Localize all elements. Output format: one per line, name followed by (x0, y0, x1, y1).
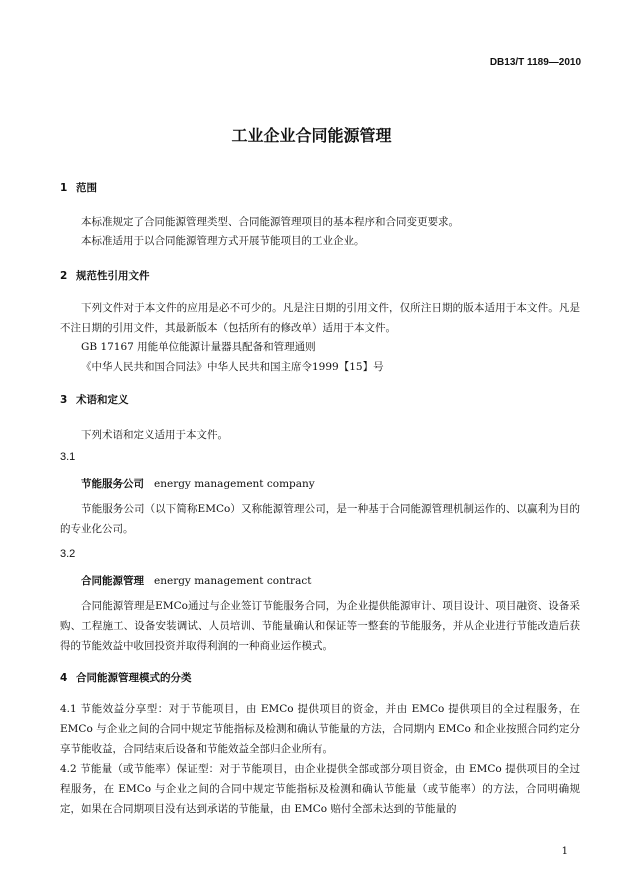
section-title: 术语和定义 (76, 394, 129, 406)
term-2-heading (81, 573, 311, 588)
term-2-english: energy management contract (154, 575, 312, 587)
page-number: 1 (561, 846, 568, 857)
section-3-heading (60, 392, 129, 407)
section-1-heading (60, 180, 97, 195)
term-1-definition: 节能服务公司（以下简称EMCo）又称能源管理公司，是一种基于合同能源管理机制运作的、以赢利为目的的专业化公司。 (60, 503, 580, 535)
terms-intro: 下列术语和定义适用于本文件。 (81, 429, 228, 441)
section-title: 合同能源管理模式的分类 (76, 672, 192, 684)
section-number: 2 (60, 270, 68, 282)
term-1-number: 3.1 (60, 451, 76, 463)
section-2-heading (60, 268, 150, 283)
scope-paragraph-1: 本标准规定了合同能源管理类型、合同能源管理项目的基本程序和合同变更要求。 (81, 216, 459, 228)
section-4-heading (60, 670, 192, 685)
section-title: 规范性引用文件 (76, 270, 150, 282)
page-title: 工业企业合同能源管理 (231, 126, 392, 145)
term-2-chinese: 合同能源管理 (81, 575, 144, 587)
section-title: 范围 (76, 182, 97, 194)
reference-item-1: GB 17167 用能单位能源计量器具配备和管理通则 (81, 341, 316, 353)
section-number: 3 (60, 394, 68, 406)
term-1-english: energy management company (154, 478, 315, 490)
section-number: 1 (60, 182, 68, 194)
normative-references-paragraph: 下列文件对于本文件的应用是必不可少的。凡是注日期的引用文件，仅所注日期的版本适用于本文件。凡是不注日期的引用文件，其最新版本（包括所有的修改单）适用于本文件。 (60, 302, 580, 334)
reference-item-2: 《中华人民共和国合同法》中华人民共和国主席令1999【15】号 (81, 361, 384, 373)
classification-item-4-1: 4.1 节能效益分享型：对于节能项目，由 EMCo 提供项目的资金，并由 EMCo 提供项目的全过程服务，在 EMCo 与企业之间的合同中规定节能指标及检测和确认节能量的方法，合同期内 EMCo 和企业按照合同约定分享节能收益，合同结束后设备和节能效益全部归企业所有。 (60, 703, 580, 755)
term-1-chinese: 节能服务公司 (81, 478, 144, 490)
term-2-definition: 合同能源管理是EMCo通过与企业签订节能服务合同，为企业提供能源审计、项目设计、项目融资、设备采购、工程施工、设备安装调试、人员培训、节能量确认和保证等一整套的节能服务，并从企业进行节能改造后获得的节能效益中收回投资并取得利润的一种商业运作模式。 (60, 600, 580, 652)
classification-item-4-2: 4.2 节能量（或节能率）保证型：对于节能项目，由企业提供全部或部分项目资金，由 EMCo 提供项目的全过程服务，在 EMCo 与企业之间的合同中规定节能指标及检测和确认节能量（或节能率）的方法，合同明确规定，如果在合同期项目没有达到承诺的节能量，由 EMCo 赔付全部未达到的节能量的 (60, 763, 580, 815)
scope-paragraph-2: 本标准适用于以合同能源管理方式开展节能项目的工业企业。 (81, 235, 365, 247)
term-2-number: 3.2 (60, 548, 76, 560)
document-code: DB13/T 1189—2010 (489, 57, 581, 68)
term-1-heading (81, 476, 315, 491)
section-number: 4 (60, 672, 68, 684)
